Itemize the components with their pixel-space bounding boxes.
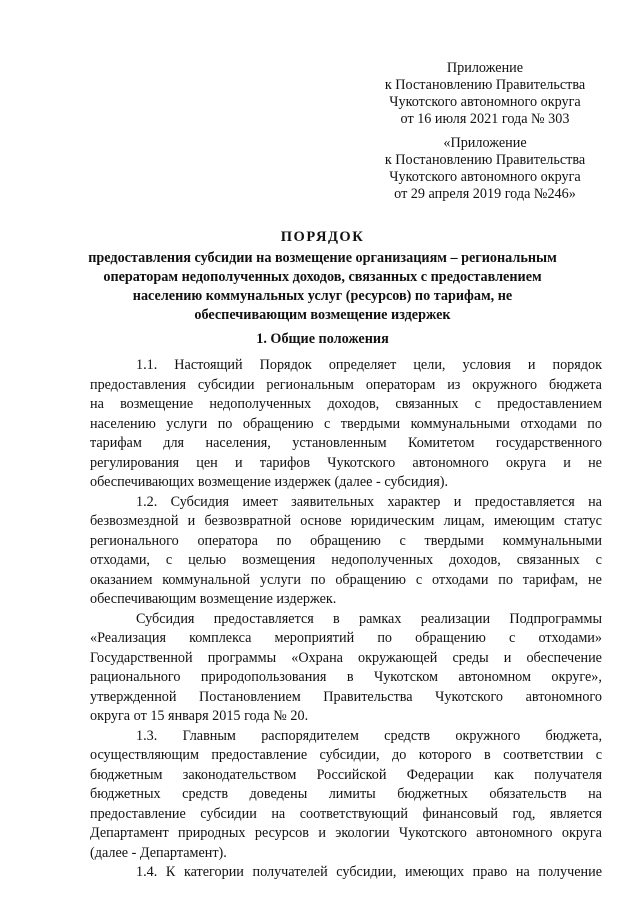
body-word: безвозвратной [204, 513, 292, 529]
body-word: из [447, 376, 461, 393]
body-word: Постановлением [199, 688, 301, 705]
body-word: отходами [520, 415, 577, 432]
body-word: целью [188, 552, 227, 568]
body-word: 2015 [212, 708, 245, 724]
body-word: обязательств [489, 786, 567, 802]
body-word: связанных [395, 396, 459, 412]
body-line [90, 356, 602, 376]
body-word: «Реализация [90, 630, 166, 646]
body-word: с [415, 571, 423, 588]
body-line [90, 824, 602, 844]
body-word: с [165, 552, 173, 568]
body-word: предоставляется [213, 610, 314, 627]
body-line [90, 434, 602, 454]
body-word: 20. [290, 708, 309, 724]
body-word: заявительных [291, 493, 375, 510]
body-word: имеет [242, 493, 278, 510]
body-word: (далее [334, 474, 377, 490]
body-word: 15 [150, 708, 169, 724]
body-line [90, 590, 602, 610]
body-word: по [498, 571, 513, 588]
body-line [90, 512, 602, 532]
body-word: услуги [259, 571, 301, 588]
body-word: отходами» [538, 630, 602, 646]
body-word: возмещение [199, 591, 277, 607]
body-word: регионального [90, 532, 179, 549]
body-word: оператора [197, 532, 258, 549]
body-word: коммунальными [502, 532, 602, 549]
body-line [90, 376, 602, 396]
body-word: «Охрана [291, 649, 343, 666]
body-word: комплекса [189, 630, 252, 646]
body-word: 1.4. [136, 864, 158, 880]
body-word: средств [182, 786, 229, 802]
body-word: с [324, 415, 331, 432]
body-word: юридическим [350, 513, 435, 529]
body-word: с [399, 532, 406, 549]
body-word: рамках [359, 610, 402, 627]
body-word: и [563, 454, 571, 471]
body-word: Департамент). [139, 844, 227, 861]
body-word: распорядителем [261, 727, 359, 744]
body-line [90, 785, 602, 805]
subtitle-line: населению коммунальных услуг (ресурсов) по тарифам, не [132, 288, 513, 304]
body-word: обеспечивающим [90, 591, 200, 607]
body-word: программы [207, 649, 277, 666]
body-word: Комитетом [407, 435, 475, 451]
body-word: среды [452, 649, 489, 666]
appendix-line: «Приложение [443, 135, 527, 151]
body-word: К [165, 864, 176, 880]
body-line [90, 746, 602, 766]
body-word: коммунальной [162, 571, 251, 588]
body-line [90, 454, 602, 474]
appendix-line: к Постановлению Правительства [384, 152, 586, 168]
body-word: возмещение [120, 396, 194, 412]
body-word: на [588, 493, 602, 510]
body-word: от [133, 708, 151, 724]
body-word: тарифам, [522, 571, 579, 588]
body-word: по [310, 571, 326, 588]
body-word: безвозмездной [90, 513, 179, 529]
body-text [90, 356, 602, 883]
body-word: в [333, 610, 340, 627]
body-word: субсидии [197, 376, 255, 393]
body-word: Чукотского [398, 825, 467, 841]
appendix-current-block [360, 60, 610, 128]
body-word: и [234, 454, 243, 471]
body-word: коммунальными [410, 415, 510, 432]
body-word: округе», [551, 669, 602, 685]
body-word: автономного [412, 454, 489, 471]
body-word: января [168, 708, 213, 724]
body-word: в [484, 747, 491, 763]
body-word: природопользования [200, 669, 327, 685]
body-word: издержек. [276, 591, 337, 607]
body-word: недополученных [331, 552, 434, 568]
body-word: законодательством [182, 766, 297, 783]
body-word: имеющих [404, 864, 465, 880]
body-word: твердыми [340, 415, 401, 432]
body-word: населению [90, 415, 156, 432]
body-word: доведены [249, 786, 308, 802]
body-line [90, 863, 602, 883]
body-word: получателей [252, 864, 328, 880]
appendix-line: от 29 апреля 2019 года №246» [394, 186, 576, 202]
body-word: статус [563, 513, 602, 529]
body-word: не [588, 454, 602, 471]
body-word: с [474, 396, 481, 412]
body-word: категории [183, 864, 244, 880]
body-word: обращению [242, 415, 314, 432]
body-word: цен [196, 454, 218, 471]
body-word: окружающей [358, 649, 438, 666]
body-word: Настоящий [174, 357, 243, 373]
body-word: Федерации [406, 766, 474, 783]
body-word: издержек [274, 474, 335, 490]
body-word: регулирования [90, 454, 180, 471]
body-word: Чукотского [435, 688, 504, 705]
appendix-line: к Постановлению Правительства [384, 77, 586, 93]
body-word: рационального [90, 669, 181, 685]
body-word: обращению [415, 630, 486, 646]
body-word: экологии [335, 825, 390, 841]
body-word: тарифам [90, 435, 142, 451]
body-word: по [587, 415, 602, 432]
body-word: средств [384, 727, 431, 744]
body-word: Российской [316, 766, 387, 783]
body-word: с [595, 552, 602, 568]
body-word: лимиты [328, 786, 376, 802]
body-word: право [472, 864, 508, 880]
body-word: связанных [516, 552, 580, 568]
body-word: финансовый [422, 805, 498, 822]
body-line [90, 610, 602, 630]
subtitle-line: обеспечивающим возмещение издержек [194, 307, 451, 323]
body-word: недополученных [209, 396, 312, 412]
body-word: тарифов [259, 454, 311, 471]
body-word: предоставления [90, 376, 187, 393]
body-word: - [131, 844, 140, 861]
body-word: обращению [335, 571, 407, 588]
body-word: Субсидия [136, 610, 195, 627]
body-word: получение [538, 864, 602, 880]
appendix-line: Чукотского автономного округа [389, 94, 581, 110]
body-word: условия [462, 357, 511, 373]
body-line [90, 844, 602, 864]
body-word: с [509, 630, 516, 646]
body-word: установленным [292, 435, 387, 451]
body-word: отходами, [90, 552, 150, 568]
body-word: (далее [90, 844, 132, 861]
subtitle-line: операторам недополученных доходов, связанных с предоставлением [103, 269, 542, 285]
body-word: по [276, 532, 292, 549]
body-word: для [163, 435, 185, 451]
body-line [90, 571, 602, 591]
body-line [90, 629, 602, 649]
body-word: предоставляется [474, 493, 575, 510]
body-word: субсидии, [319, 747, 380, 763]
body-word: соответствии [503, 747, 584, 763]
body-word: которого [418, 747, 472, 763]
body-line [90, 473, 602, 493]
body-word: автономного [476, 825, 553, 841]
subtitle-line: предоставления субсидии на возмещение организациям – региональным [88, 250, 557, 266]
body-word: субсидии, [336, 864, 397, 880]
body-word: является [549, 805, 602, 822]
body-word: Чукотском [373, 669, 439, 685]
body-word: бюджетных [397, 786, 468, 802]
body-word: определяет [328, 357, 397, 373]
body-word: и [527, 357, 536, 373]
section-heading: 1. Общие положения [256, 331, 389, 347]
body-word: возмещения [242, 552, 316, 568]
body-word: утвержденной [90, 688, 177, 705]
body-word: по [377, 630, 392, 646]
body-word: реализации [420, 610, 491, 627]
body-word: окружного [472, 376, 538, 393]
body-line [90, 707, 602, 727]
body-word: как [494, 766, 514, 783]
body-word: Подпрограммы [509, 610, 602, 627]
body-word: услуги [166, 415, 208, 432]
body-word: на [515, 864, 530, 880]
body-word: обращению [310, 532, 381, 549]
body-word: возмещение [197, 474, 275, 490]
body-line [90, 727, 602, 747]
body-word: соответствующий [299, 805, 408, 822]
body-word: доходов, [449, 552, 501, 568]
body-word: округа [505, 454, 547, 471]
body-word: предоставление [90, 805, 186, 822]
body-line [90, 551, 602, 571]
body-word: в [346, 669, 354, 685]
body-word: отходами [432, 571, 489, 588]
body-word: год, [512, 805, 536, 822]
body-word: автономного [525, 688, 602, 705]
document-subtitle [80, 249, 565, 325]
body-word: ресурсов [254, 825, 309, 841]
body-word: - [376, 474, 385, 490]
body-word: округа [561, 825, 602, 841]
body-line [90, 532, 602, 552]
document-title: ПОРЯДОК [280, 229, 365, 245]
body-word: мероприятий [274, 630, 355, 646]
body-word: региональным [266, 376, 354, 393]
body-word: получателя [534, 766, 602, 783]
body-word: государственного [495, 435, 602, 451]
body-word: окружного [455, 727, 521, 744]
body-word: имеющим [493, 513, 555, 529]
body-word: оказанием [90, 571, 153, 588]
body-word: на [271, 805, 286, 822]
body-word: и [453, 493, 462, 510]
body-word: природных [178, 825, 246, 841]
body-word: бюджетных [90, 786, 161, 802]
body-word: по [217, 415, 233, 432]
body-word: на [90, 396, 104, 412]
body-word: субсидии [200, 805, 257, 822]
body-word: характер [387, 493, 441, 510]
body-word: операторам [365, 376, 436, 393]
appendix-previous-block [360, 135, 610, 203]
body-line [90, 649, 602, 669]
body-word: цели, [413, 357, 446, 373]
body-word: и [503, 649, 512, 666]
body-word: Правительства [323, 688, 413, 705]
body-word: 1.3. [136, 727, 158, 744]
body-word: предоставление [211, 747, 308, 763]
body-word: бюджетным [90, 766, 163, 783]
appendix-line: от 16 июля 2021 года № 303 [400, 111, 570, 127]
appendix-line: Чукотского автономного округа [389, 169, 581, 185]
body-word: Государственной [90, 649, 193, 666]
body-line [90, 415, 602, 435]
body-word: года [244, 708, 274, 724]
body-word: и [318, 825, 326, 841]
body-word: субсидия). [384, 474, 449, 490]
body-word: № [273, 708, 291, 724]
body-word: населения, [205, 435, 271, 451]
body-line [90, 493, 602, 513]
body-word: основе [300, 513, 342, 529]
body-word: автономном [458, 669, 531, 685]
body-line [90, 688, 602, 708]
body-word: и [187, 513, 196, 529]
appendix-line: Приложение [446, 60, 524, 76]
body-word: лицам, [443, 513, 485, 529]
body-word: порядок [552, 357, 602, 373]
body-line [90, 805, 602, 825]
body-word: не [587, 571, 602, 588]
body-word: Чукотского [327, 454, 396, 471]
body-line [90, 766, 602, 786]
body-word: обеспечение [526, 649, 602, 666]
body-word: бюджета [549, 376, 602, 393]
body-word: осуществляющим [90, 747, 199, 763]
body-word: доходов, [327, 396, 380, 412]
body-word: твердыми [424, 532, 484, 549]
body-word: 1.2. [136, 493, 158, 510]
body-word: до [392, 747, 407, 763]
body-line [90, 395, 602, 415]
body-word: на [588, 786, 602, 802]
body-word: Департамент [90, 825, 169, 841]
body-word: Субсидия [170, 493, 230, 510]
body-word: Главным [182, 727, 236, 744]
body-word: обеспечивающих [90, 474, 198, 490]
body-word: с [595, 747, 602, 763]
body-word: Порядок [259, 357, 312, 373]
body-word: 1.1. [136, 357, 158, 373]
body-line [90, 668, 602, 688]
body-word: округа [90, 708, 134, 724]
body-word: бюджета, [545, 727, 602, 744]
body-word: предоставлением [497, 396, 602, 412]
